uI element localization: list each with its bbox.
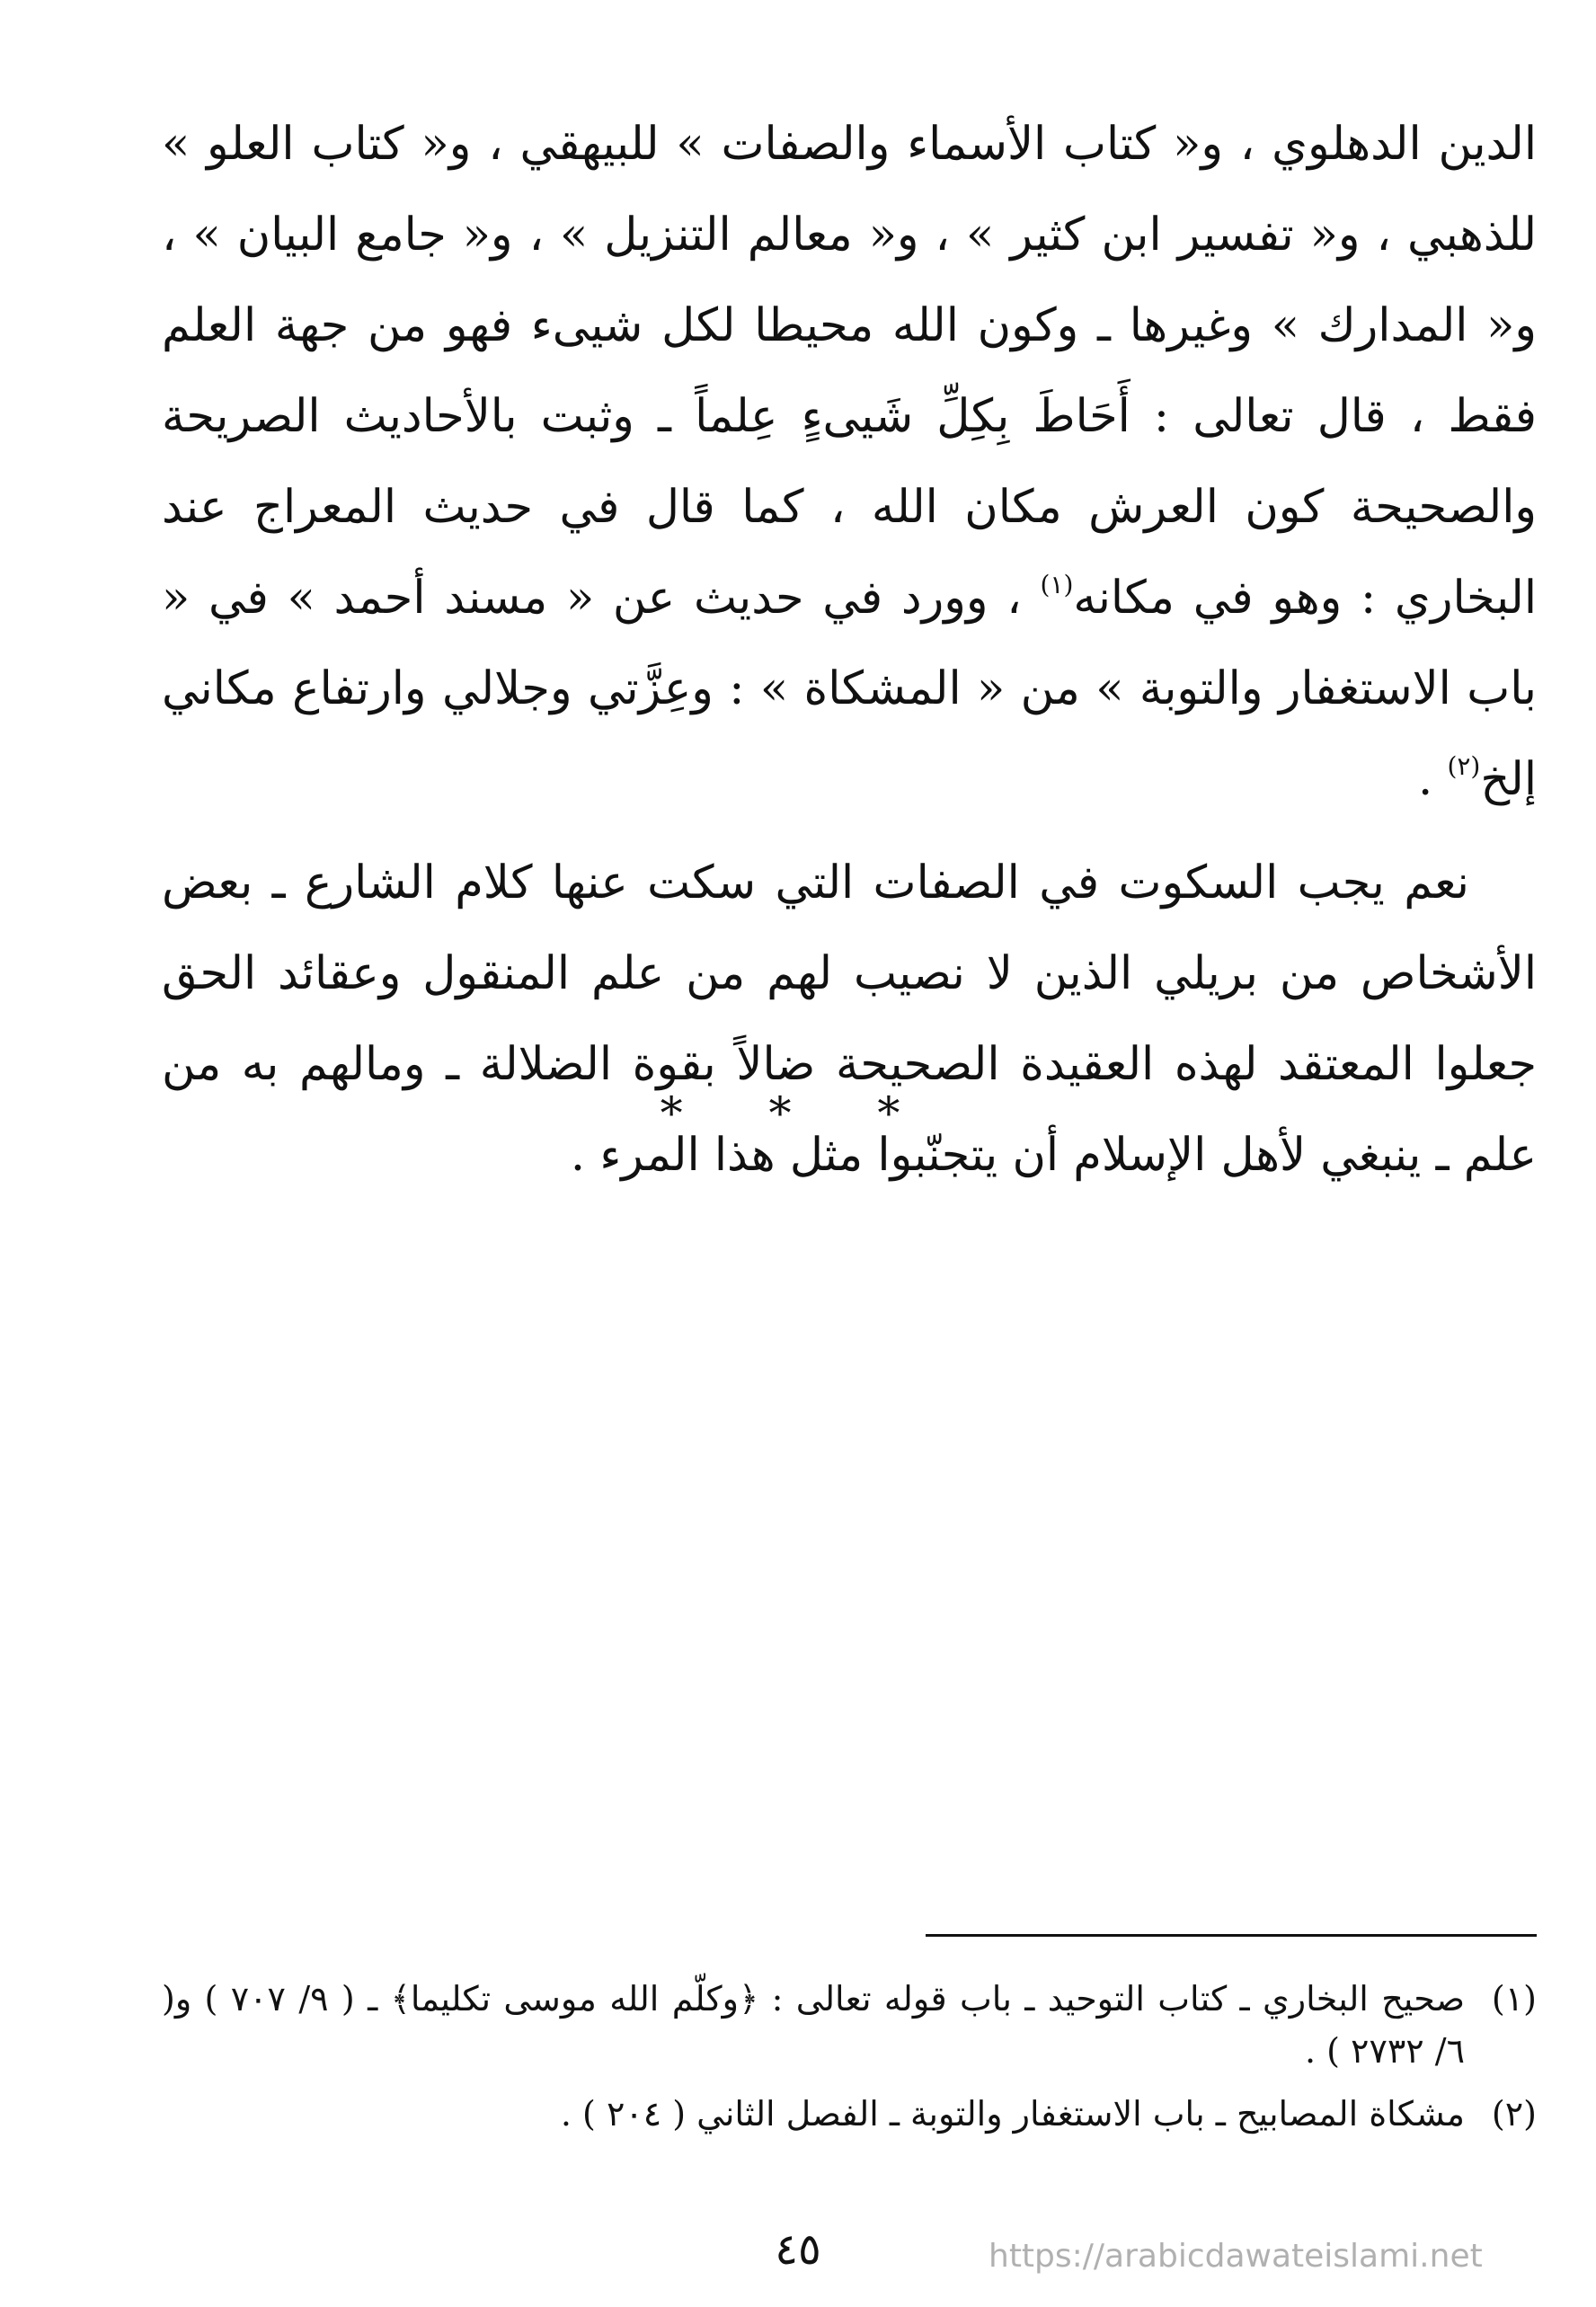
footnote-text: صحيح البخاري ـ كتاب التوحيد ـ باب قوله تعالى : ﴿وكلّم الله موسى تكليما﴾ ـ ( ٩/ ٧٠٧ ) و( ٦/ ٢٧٣٢ ) . [162, 1979, 1465, 2071]
footnote-number: (٢) [1491, 2094, 1537, 2134]
footnote-number: (١) [1491, 1979, 1537, 2019]
footnote-ref-1: (١) [1040, 570, 1074, 599]
paragraph-1 [162, 99, 1537, 825]
footnote-divider [926, 1934, 1537, 1937]
paragraph-2: نعم يجب السكوت في الصفات التي سكت عنها كلام الشارع ـ بعض الأشخاص من بريلي الذين لا نصيب لهم من علم المنقول وعقائد الحق جعلوا المعتقد لهذه العقيدة الصحيحة ضالاً بقوة الضلالة ـ ومالهم به من علم ـ ينبغي لأهل الإسلام أن يتجنّبوا مثل هذا المرء . [162, 856, 1537, 1182]
footnote-1 [162, 1973, 1537, 2077]
footnote-2 [162, 2088, 1537, 2140]
page-number: ٤٥ [775, 2224, 821, 2275]
paragraph-1-text-a: الدين الدهلوي ، و« كتاب الأسماء والصفات » للبيهقي ، و« كتاب العلو » للذهبي ، و« تفسير ابن كثير » ، و« معالم التنزيل » ، و« جامع البيان » ، و« المدارك » وغيرها ـ وكون الله محيطا لكل شيىء فهو من جهة العلم فقط ، قال تعالى : أَحَاطَ بِكِلِّ شَيىءٍ عِلماً ـ وثبت بالأحاديث الصريحة والصحيحة كون العرش مكان الله ، كما قال في حديث المعراج عند البخاري : وهو في مكانه [162, 118, 1538, 625]
footnote-ref-2: (٢) [1447, 751, 1481, 781]
footnote-text: مشكاة المصابيح ـ باب الاستغفار والتوبة ـ الفصل الثاني ( ٢٠٤ ) . [560, 2094, 1465, 2134]
footnotes [162, 1973, 1537, 2151]
section-ornament: * * * [660, 1087, 936, 1140]
body-text [162, 99, 1537, 1201]
paragraph-1-text-b: ، وورد في حديث عن « مسند أحمد » في « باب الاستغفار والتوبة » من « المشكاة » : وعِزَّتي وجلالي وارتفاع مكاني إلخ [162, 572, 1537, 806]
watermark-url: https://arabicdawateislami.net [989, 2238, 1483, 2275]
paragraph-1-text-c: . [1418, 753, 1448, 806]
